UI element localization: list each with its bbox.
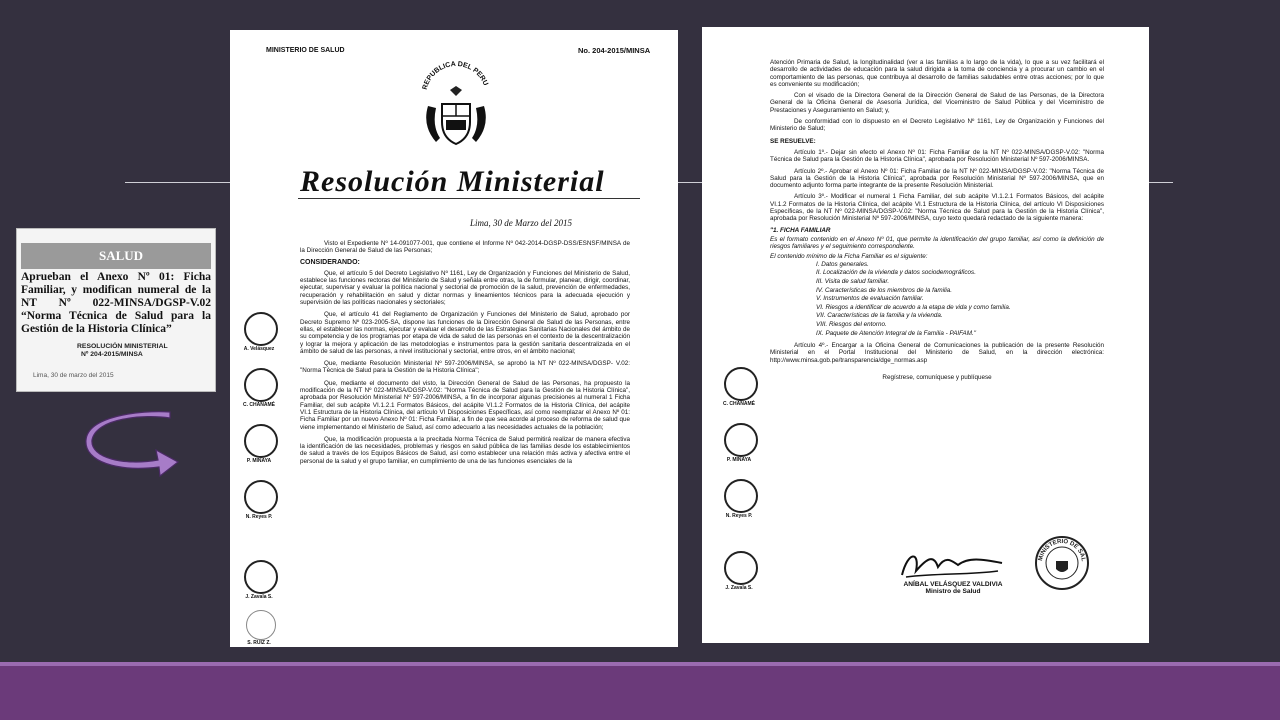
seal-label: C. CHANAMÉ <box>243 402 275 408</box>
ficha-paragraph-2: El contenido mínimo de la Ficha Familiar es el siguiente: <box>770 252 928 260</box>
svg-text:MINISTERIO DE SALUD <box>1034 535 1086 562</box>
right-paragraph-1: Con el visado de la Directora General de la Dirección General de Salud de las Personas, de la Directora General de la Oficina General de Asesoría Jurídica, del Viceministro de Salud Pública y del Viceministro de Prestaciones y Aseguramiento en Salud; y, <box>770 92 1104 114</box>
left-paragraph-3: Que, mediante Resolución Ministerial Nº 597-2006/MINSA, se aprobó la NT Nº 022-MINSA/DGSP- V.02: "Norma Técnica de Salud para la Gestión de la Historia Clínica"; <box>300 360 630 375</box>
bottom-band <box>0 662 1280 720</box>
clipping-res-line1: RESOLUCIÓN MINISTERIAL <box>77 343 168 350</box>
visto-paragraph: Visto el Expediente Nº 14-091077-001, que contiene el Informe Nº 042-2014-DGSP-DSS/ESNSF/MINSA de la Dirección General de Salud de las Personas; <box>300 240 630 255</box>
seal-label: S. RUIZ Z. <box>247 640 271 646</box>
seal-icon <box>244 312 278 346</box>
articulo-3: Artículo 3º.- Modificar el numeral 1 Ficha Familiar, del sub acápite VI.1.2.1 Formatos Básicos, del acápite VI.1.2 Formatos de la Historia Clínica, del acápite VI.1 Estructura de la Historia Clínica, del artículo VI Disposiciones Específicas, de la NT Nº 022-MINSA/DGSP-V.02: "Norma Técnica de Salud para la Gestión de la Historia Clínica", aprobada por Resolución Ministerial Nº 597-2006/MINSA, cuyo texto quedará redactado de la siguiente manera: <box>770 193 1104 223</box>
ficha-familiar-title: "1. FICHA FAMILIAR <box>770 226 831 234</box>
visa-seal <box>234 424 288 480</box>
left-paragraph-4: Que, mediante el documento del visto, la Dirección General de Salud de las Personas, ha propuesto la modificación de la NT Nº 022-MINSA/DGSP-V.02: "Norma Técnica de Salud para la Gestión de la Historia Clínica", aprobada por Resolución Ministerial Nº 597-2006/MINSA, a fin de incorporar algunas precisiones al numeral 1 Ficha Familiar, del sub acápite VI.1.2.1 Formatos Básicos, del acápite VI.1.2 Formatos de la Historia Clínica, del acápite VI.1 Estructura de la Historia Clínica, del artículo VI Disposiciones Específicas, así como reemplazar el Anexo Nº 01: Ficha Familiar por un nuevo Anexo Nº 01: Ficha Familiar, a fin de que sea acorde al proceso de reforma de salud que viene implementando el Ministerio de Salud, así como adecuarlo a las necesidades actuales de la población; <box>300 379 630 431</box>
list-item: VI. Riesgos a identificar de acuerdo a la etapa de vida y como familia. <box>816 303 1011 311</box>
slide-rule-right <box>1149 182 1173 183</box>
ficha-items-list <box>770 261 1104 338</box>
seal-icon <box>246 610 276 640</box>
articulo-4: Artículo 4º.- Encargar a la Oficina General de Comunicaciones la publicación de la presente Resolución Ministerial en el Portal Institucional del Ministerio de Salud, en la dirección electrónica: http://www.minsa.gob.pe/transparencia/dge_normas.asp <box>770 342 1104 364</box>
title-rule <box>298 198 640 199</box>
right-paragraph-2: De conformidad con lo dispuesto en el Decreto Legislativo Nº 1161, Ley de Organización y Funciones del Ministerio de Salud; <box>770 118 1104 133</box>
newspaper-clipping <box>16 228 216 392</box>
seal-icon <box>724 367 758 401</box>
ficha-paragraph-1: Es el formato contenido en el Anexo Nº 01, que permite la identificación del grupo familiar, así como la definición de riesgos familiares y el seguimiento correspondiente. <box>770 235 1104 251</box>
signer-name: ANÍBAL VELÁSQUEZ VALDIVIA <box>903 581 1003 588</box>
clipping-res-line2: Nº 204-2015/MINSA <box>81 351 143 358</box>
visa-seal <box>714 551 768 607</box>
clipping-resolution <box>77 343 168 359</box>
resolution-page-1 <box>230 30 678 647</box>
right-seal-column <box>714 367 768 607</box>
seal-label: P. MINAYA <box>246 458 272 464</box>
clipping-section-header: SALUD <box>21 243 211 269</box>
seal-icon <box>244 480 278 514</box>
left-paragraph-2: Que, el artículo 41 del Reglamento de Organización y Funciones del Ministerio de Salud, aprobado por Decreto Supremo Nº 023-2005-SA, dispone las funciones de la Dirección General de Salud de las Personas, entre ellas, el establecer las normas, ejecutar y evaluar el desarrollo de las Estrategias Sanitarias Nacionales del ámbito de su competencia y de los programas por etapa de vida de salud de las personas en el contexto de la descentralización y lograr la mejora y aplicación de las metodologías e instrumentos para la gestión sanitaria descentralizada en el ámbito de salud de las personas, a nivel institucional y sectorial, entre otros, en el ámbito nacional; <box>300 311 630 355</box>
ministry-seal-icon <box>1034 535 1090 591</box>
visa-seal <box>234 368 288 424</box>
left-paragraph-5: Que, la modificación propuesta a la precitada Norma Técnica de Salud permitirá realizar de manera efectiva la identificación de las necesidades, problemas y riesgos en salud pública de las familias desde los establecimientos de salud a través de los Equipos Básicos de Salud, así como establecer una relación más activa y afectiva entre el personal de la salud y el grupo familiar, en cumplimiento de una de las funciones esenciales de la <box>300 435 630 465</box>
right-paragraph-0: Atención Primaria de Salud, la longitudinalidad (ver a las familias a lo largo de la vida), lo que a su vez facilitará el desarrollo de actividades de educación para la salud dirigida a la toma de conciencia y a procurar un cambio en el comportamiento de las personas, que contribuya al desarrollo de familias saludables entre otras acciones; por lo que es conveniente su modificación; <box>770 59 1104 88</box>
clipping-date: Lima, 30 de marzo del 2015 <box>33 372 114 379</box>
seal-label: J. Zavala S. <box>245 594 273 600</box>
list-item: I. Datos generales. <box>816 260 869 268</box>
clipping-headline: Aprueban el Anexo Nº 01: Ficha Familiar, y modifican numeral de la NT Nº 022-MINSA/DGSP-V.02 “Norma Técnica de Salud para la Gestión de la Historia Clínica” <box>21 271 211 335</box>
escudo-text: REPUBLICA DEL PERU <box>421 60 489 91</box>
articulo-1: Artículo 1º.- Dejar sin efecto el Anexo Nº 01: Ficha Familiar de la NT Nº 022-MINSA/DGSP-V.02: "Norma Técnica de Salud para la Gestión de la Historia Clínica", aprobada por Resolución Ministerial Nº 597-2006/MINSA. <box>770 148 1104 164</box>
seal-round-text: MINISTERIO DE SAL <box>1038 538 1086 562</box>
seal-label: N. Reyes P. <box>245 514 273 520</box>
curved-arrow-icon <box>84 410 184 480</box>
se-resuelve-heading: SE RESUELVE: <box>770 137 816 145</box>
resolution-title: Resolución Ministerial <box>300 165 605 198</box>
resolution-page-2 <box>702 27 1149 643</box>
seal-icon <box>244 424 278 458</box>
visa-seal <box>714 367 768 423</box>
seal-icon <box>244 368 278 402</box>
left-paragraph-1: Que, el artículo 5 del Decreto Legislativo Nº 1161, Ley de Organización y Funciones del Ministerio de Salud, establece las funciones rectoras del Ministerio de Salud y señala entre otras, la de formular, planear, dirigir, coordinar, ejecutar, supervisar y evaluar la política nacional y sectorial de promoción de la salud, prevención de enfermedades, recuperación y rehabilitación en salud y dictar normas y lineamientos técnicos para la adecuada ejecución y supervisión de las políticas nacionales y sectoriales; <box>300 269 630 307</box>
seal-icon <box>724 479 758 513</box>
handwritten-signature <box>898 547 1008 583</box>
seal-label: P. MINAYA <box>726 457 752 463</box>
seal-icon <box>244 560 278 594</box>
slide-rule-left <box>125 182 230 183</box>
considerando-heading: CONSIDERANDO: <box>300 258 360 266</box>
visa-seal <box>714 423 768 479</box>
left-page-body <box>300 240 630 465</box>
bottom-band-accent <box>0 662 1280 666</box>
slide-rule-mid <box>678 182 702 183</box>
signer-block <box>878 581 1028 596</box>
registrese-line: Regístrese, comuníquese y publíquese <box>882 374 992 382</box>
list-item: IX. Paquete de Atención Integral de la Familia - PAIFAM." <box>816 329 976 337</box>
left-seal-column <box>234 312 288 647</box>
list-item: III. Visita de salud familiar. <box>816 278 890 286</box>
seal-label: A. Velásquez <box>243 346 275 352</box>
svg-text:REPUBLICA DEL PERU <box>422 61 489 91</box>
list-item: V. Instrumentos de evaluación familiar. <box>816 295 924 303</box>
coat-of-arms-icon <box>416 56 496 156</box>
visa-seal <box>714 479 768 551</box>
visa-seal <box>234 560 288 610</box>
visa-seal <box>234 480 288 560</box>
signer-role: Ministro de Salud <box>925 588 981 596</box>
articulo-2: Artículo 2º.- Aprobar el Anexo Nº 01: Ficha Familiar de la NT Nº 022-MINSA/DGSP-V.02: "Norma Técnica de Salud para la Gestión de la Historia Clínica", aprobada por Resolución Ministerial Nº 597-2006/MINSA, que en documento adjunto forma parte integrante de la presente Resolución Ministerial. <box>770 167 1104 190</box>
lima-date: Lima, 30 de Marzo del 2015 <box>470 218 572 228</box>
ministerio-header: MINISTERIO DE SALUD <box>266 47 345 54</box>
seal-icon <box>724 423 758 457</box>
list-item: VIII. Riesgos del entorno. <box>816 320 887 328</box>
seal-icon <box>724 551 758 585</box>
seal-label: C. CHANAMÉ <box>723 401 755 407</box>
list-item: IV. Características de los miembros de la familia. <box>816 286 953 294</box>
list-item: II. Localización de la vivienda y datos sociodemográficos. <box>816 269 976 277</box>
seal-label: N. Reyes P. <box>725 513 753 519</box>
right-page-body <box>770 59 1104 399</box>
list-item: VII. Características de la familia y la vivienda. <box>816 312 943 320</box>
visa-seal <box>234 312 288 368</box>
seal-label: J. Zavala S. <box>725 585 753 591</box>
visa-seal <box>234 610 288 647</box>
resolution-number: No. 204-2015/MINSA <box>578 46 651 55</box>
